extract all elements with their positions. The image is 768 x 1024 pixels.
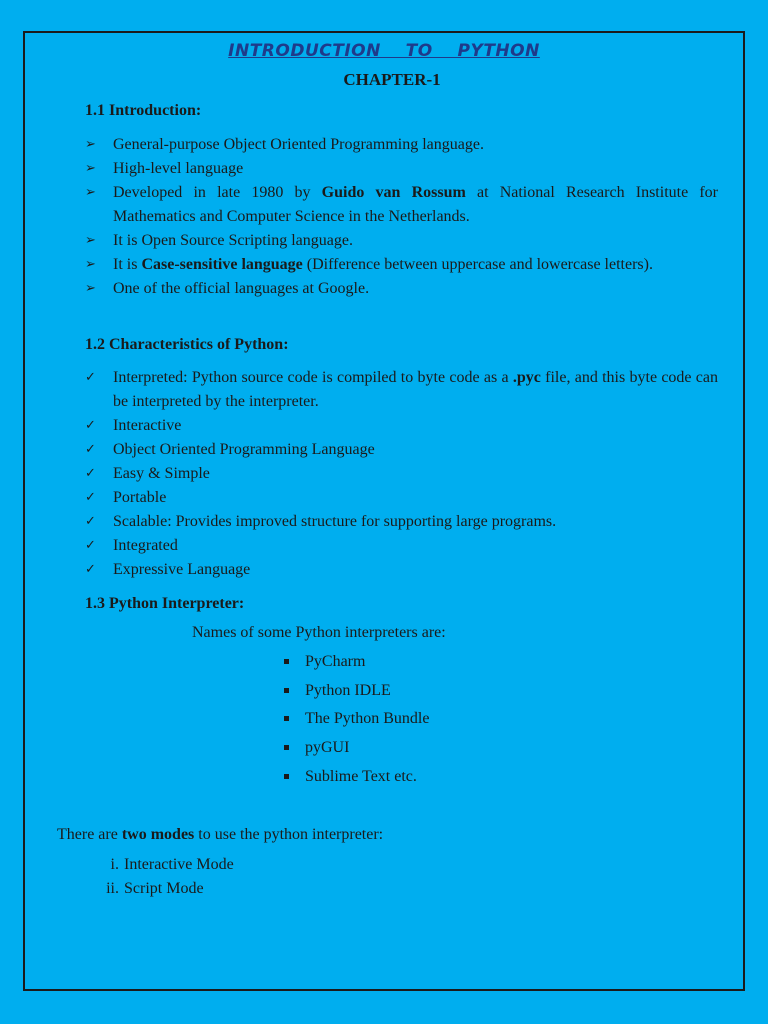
modes-list: [100, 853, 234, 900]
list-item: ✓ Scalable: Provides improved structure for supporting large programs.: [85, 510, 718, 534]
check-bullet-icon: ✓: [85, 466, 96, 481]
modes-intro: There are two modes to use the python interpreter:: [57, 826, 384, 843]
check-bullet-icon: ✓: [85, 442, 96, 457]
introduction-list: [85, 133, 718, 301]
list-item: PyCharm: [283, 651, 429, 680]
list-item: ➢ Developed in late 1980 by Guido van Rossum at National Research Institute for Mathematics and Computer Science in the Netherlands.: [85, 181, 718, 229]
interpreter-intro: Names of some Python interpreters are:: [192, 624, 446, 641]
arrow-bullet-icon: ➢: [85, 137, 96, 152]
check-bullet-icon: ✓: [85, 514, 96, 529]
list-item: ✓ Portable: [85, 486, 718, 510]
list-item: ➢ One of the official languages at Google.: [85, 277, 718, 301]
list-item: ➢ General-purpose Object Oriented Programming language.: [85, 133, 718, 157]
document-title: INTRODUCTION TO PYTHON: [228, 41, 540, 61]
list-item: i. Interactive Mode: [100, 853, 234, 877]
list-item: ✓ Interpreted: Python source code is compiled to byte code as a .pyc file, and this byte code can be interpreted by the interpreter.: [85, 366, 718, 414]
list-item: ➢ It is Open Source Scripting language.: [85, 229, 718, 253]
arrow-bullet-icon: ➢: [85, 281, 96, 296]
check-bullet-icon: ✓: [85, 538, 96, 553]
list-item: ➢ High-level language: [85, 157, 718, 181]
check-bullet-icon: ✓: [85, 562, 96, 577]
list-item: ✓ Interactive: [85, 414, 718, 438]
list-item: Python IDLE: [283, 680, 429, 709]
section-heading-interpreter: 1.3 Python Interpreter:: [85, 595, 245, 612]
list-item: ✓ Easy & Simple: [85, 462, 718, 486]
list-item: ✓ Object Oriented Programming Language: [85, 438, 718, 462]
list-item: ii. Script Mode: [100, 877, 234, 901]
arrow-bullet-icon: ➢: [85, 257, 96, 272]
check-bullet-icon: ✓: [85, 370, 96, 385]
list-item: The Python Bundle: [283, 708, 429, 737]
list-item: ✓ Integrated: [85, 534, 718, 558]
list-number: ii.: [106, 879, 119, 897]
square-bullet-icon: [284, 745, 289, 750]
list-item: Sublime Text etc.: [283, 766, 429, 795]
check-bullet-icon: ✓: [85, 490, 96, 505]
arrow-bullet-icon: ➢: [85, 161, 96, 176]
square-bullet-icon: [284, 688, 289, 693]
list-item: pyGUI: [283, 737, 429, 766]
square-bullet-icon: [284, 659, 289, 664]
arrow-bullet-icon: ➢: [85, 233, 96, 248]
characteristics-list: [85, 366, 718, 582]
list-item: ✓ Expressive Language: [85, 558, 718, 582]
square-bullet-icon: [284, 716, 289, 721]
check-bullet-icon: ✓: [85, 418, 96, 433]
arrow-bullet-icon: ➢: [85, 185, 96, 200]
section-heading-introduction: 1.1 Introduction:: [85, 102, 202, 119]
section-heading-characteristics: 1.2 Characteristics of Python:: [85, 336, 289, 353]
list-item: ➢ It is Case-sensitive language (Difference between uppercase and lowercase letters).: [85, 253, 718, 277]
chapter-label: CHAPTER-1: [343, 70, 441, 89]
square-bullet-icon: [284, 774, 289, 779]
list-number: i.: [110, 856, 119, 873]
interpreter-list: [283, 651, 429, 794]
